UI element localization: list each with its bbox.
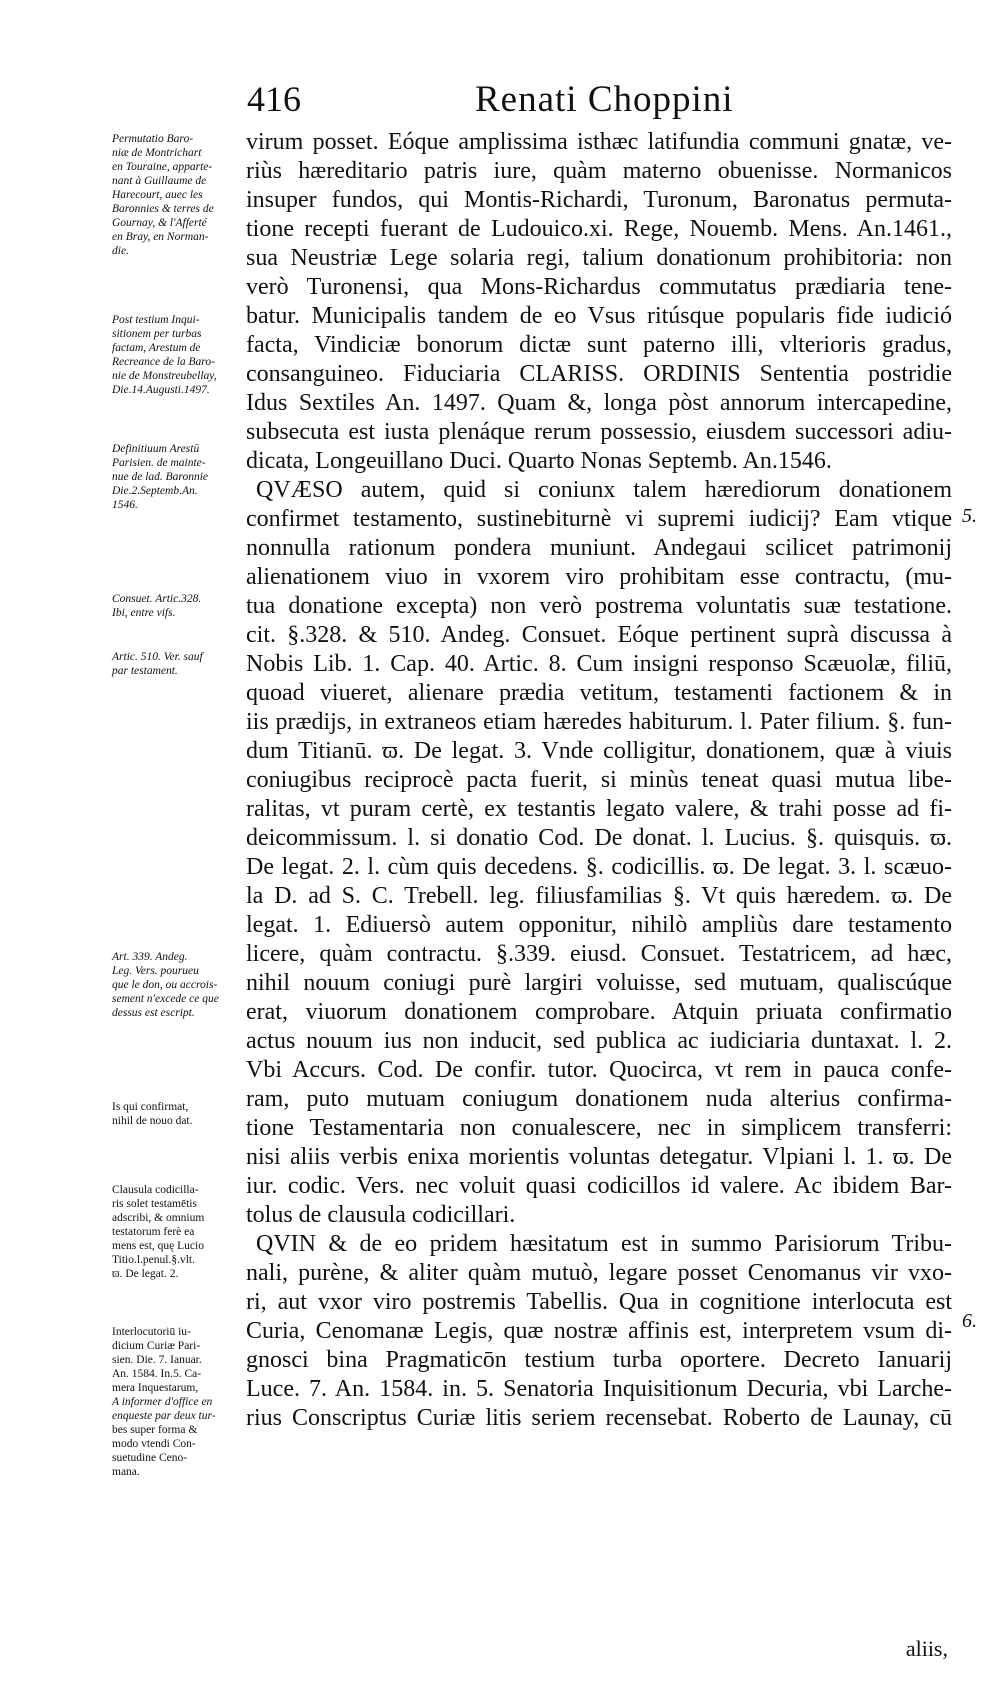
margin-line: en Bray, en Norman- (112, 231, 209, 243)
margin-line: enqueste par deux tur- (112, 1410, 216, 1422)
margin-note (112, 1325, 242, 1479)
text-line: cit. §.328. & 510. Andeg. Consuet. Eóque pertinent suprà discussa à (246, 622, 952, 648)
margin-line: An. 1584. In.5. Ca- (112, 1368, 202, 1380)
text-line: insuper fundos, qui Montis-Richardi, Turonum, Baronatus permuta- (246, 187, 952, 213)
text-line: QVÆSO autem, quid si coniunx talem hærediorum donationem (256, 477, 952, 503)
text-line: tua donatione excepta) non verò postrema voluntatis suæ testatione. (246, 593, 952, 619)
text-line: Curia, Cenomanæ Legis, quæ nostræ affinis est, interpretem vsum di- (246, 1318, 952, 1344)
text-line: nali, purène, & aliter quàm mutuò, legare posset Cenomanus vir vxo- (246, 1260, 952, 1286)
margin-line: nue de lad. Baronnie (112, 471, 209, 483)
margin-line: 1546. (112, 499, 138, 511)
text-line: la D. ad S. C. Trebell. leg. filiusfamilias §. Vt quis hæredem. ϖ. De (246, 883, 952, 909)
text-line: sua Neustriæ Lege solaria regi, talium donationum prohibitoria: non (246, 245, 952, 271)
margin-line: niæ de Montrichart (112, 147, 202, 159)
text-line: subsecuta est iusta plenáque rerum possessio, eiusdem successori adiu- (246, 419, 952, 445)
text-line: dicata, Longeuillano Duci. Quarto Nonas Septemb. An.1546. (246, 448, 832, 474)
margin-line: en Touraine, apparte- (112, 161, 213, 173)
catchword: aliis, (905, 1636, 948, 1661)
margin-line: die. (112, 245, 129, 257)
text-line: QVIN & de eo pridem hæsitatum est in summo Parisiorum Tribu- (256, 1231, 952, 1257)
margin-line: suetudine Ceno- (112, 1452, 188, 1464)
text-line: verò Turonensi, qua Mons-Richardus commutatus prædiaria tene- (246, 274, 952, 300)
text-line: tione recepti fuerant de Ludouico.xi. Rege, Nouemb. Mens. An.1461., (246, 216, 952, 242)
text-line: rius Conscriptus Curiæ litis seriem recensebat. Roberto de Launay, cū (246, 1405, 952, 1431)
section-number: 6. (962, 1310, 977, 1332)
margin-line: sien. Die. 7. Ianuar. (112, 1354, 202, 1366)
margin-line: mera Inquestarum, (112, 1382, 199, 1394)
margin-line: Die.2.Septemb.An. (112, 485, 198, 497)
body-text (246, 128, 952, 1433)
text-line: ri, aut vxor viro postremis Tabellis. Qua in cognitione interlocuta est (246, 1289, 952, 1315)
text-line: Idus Sextiles An. 1497. Quam &, longa pòst annorum intercapedine, (246, 390, 952, 416)
text-line: Nobis Lib. 1. Cap. 40. Artic. 8. Cum insigni responso Scæuolæ, filiū, (246, 651, 952, 677)
margin-line: Recreance de la Baro- (112, 356, 215, 368)
text-line: ram, puto mutuam coniugum donationem nuda alterius confirma- (246, 1086, 952, 1112)
margin-line: A informer d'office en (112, 1396, 213, 1408)
margin-line: Parisien. de mainte- (112, 457, 206, 469)
margin-note (112, 592, 242, 620)
running-head: Renati Choppini (475, 79, 734, 120)
margin-line: Art. 339. Andeg. (112, 951, 188, 963)
margin-line: Post testium Inqui- (112, 314, 200, 326)
margin-line: Is qui confirmat, (112, 1101, 189, 1113)
text-line: actus nouum ius non inducit, sed publica ac iudiciaria duntaxat. l. 2. (246, 1028, 952, 1054)
text-line: iur. codic. Vers. nec voluit quasi codicillos id valere. Ac ibidem Bar- (246, 1173, 952, 1199)
margin-line: nant à Guillaume de (112, 175, 207, 187)
text-line: iis prædijs, in extraneos etiam hæredes habiturum. l. Pater filium. §. fun- (246, 709, 952, 735)
text-line: riùs hæreditario patris iure, quàm materno obuenisse. Normanicos (246, 158, 952, 184)
section-number: 5. (962, 505, 977, 527)
text-line: tione Testamentaria non conualescere, nec in simplicem transferri: (246, 1115, 952, 1141)
margin-line: Clausula codicilla- (112, 1184, 199, 1196)
text-line: deicommissum. l. si donatio Cod. De donat. l. Lucius. §. quisquis. ϖ. (246, 825, 952, 851)
text-line: confirmet testamento, sustinebiturnè vi supremi iudicij? Eam vtique (246, 506, 952, 532)
text-line: batur. Municipalis tandem de eo Vsus ritúsque popularis fide iudició (246, 303, 952, 329)
page-header (0, 78, 1000, 128)
text-line: legat. 1. Ediuersò autem opponitur, nihilò ampliùs dare testamento (246, 912, 952, 938)
text-line: nisi aliis verbis enixa morientis voluntas detegatur. Vlpiani l. 1. ϖ. De (246, 1144, 952, 1170)
text-line: nihil nouum coniugi purè largiri voluisse, sed mutuam, qualiscúque (246, 970, 952, 996)
margin-note (112, 442, 242, 512)
margin-line: nihil de nouo dat. (112, 1115, 193, 1127)
margin-line: sement n'excede ce que (112, 993, 219, 1005)
margin-note (112, 313, 242, 397)
text-line: nonnulla rationum pondera muniunt. Andegaui scilicet patrimonij (246, 535, 952, 561)
margin-note (112, 1100, 242, 1128)
text-line: facta, Vindiciæ bonorum dictæ sunt paterno illi, vlterioris gradus, (246, 332, 952, 358)
text-line: De legat. 2. l. cùm quis decedens. §. codicillis. ϖ. De legat. 3. l. scæuo- (246, 854, 952, 880)
margin-line: Definitiuum Arestū (112, 443, 200, 455)
text-line: tolus de clausula codicillari. (246, 1202, 516, 1228)
margin-line: Artic. 510. Ver. sauf (112, 651, 203, 663)
margin-line: sitionem per turbas (112, 328, 202, 340)
margin-line: bes super forma & (112, 1424, 198, 1436)
margin-line: Leg. Vers. pourueu (112, 965, 199, 977)
margin-line: Baronnies & terres de (112, 203, 214, 215)
margin-line: mana. (112, 1466, 140, 1478)
margin-line: Ibi, entre vifs. (112, 607, 176, 619)
margin-line: Permutatio Baro- (112, 133, 194, 145)
margin-line: Harecourt, auec les (112, 189, 203, 201)
margin-line: que le don, ou accrois- (112, 979, 218, 991)
text-line: licere, quàm contractu. §.339. eiusd. Consuet. Testatricem, ad hæc, (246, 941, 952, 967)
text-line: virum posset. Eóque amplissima isthæc latifundia communi gnatæ, ve- (246, 129, 952, 155)
text-line: ralitas, vt puram certè, ex testantis legato valere, & trahi posse ad fi- (246, 796, 952, 822)
margin-note (112, 1183, 242, 1281)
text-line: dum Titianū. ϖ. De legat. 3. Vnde colligitur, donationem, quæ à viuis (246, 738, 952, 764)
margin-line: modo vtendi Con- (112, 1438, 196, 1450)
margin-line: dicium Curiæ Pari- (112, 1340, 201, 1352)
margin-line: mens est, quę Lucio (112, 1240, 204, 1252)
text-line: alienationem viuo in vxorem viro prohibitam esse contractu, (mu- (246, 564, 952, 590)
margin-line: Titio.l.penul.§.vlt. (112, 1254, 195, 1266)
text-line: quoad viueret, alienare prædia vetitum, testamenti factionem & in (246, 680, 952, 706)
text-line: gnosci bina Pragmaticōn testium turba oportere. Decreto Ianuarij (246, 1347, 952, 1373)
text-line: Vbi Accurs. Cod. De confir. tutor. Quocirca, vt rem in pauca confe- (246, 1057, 952, 1083)
margin-line: testatorum ferè ea (112, 1226, 195, 1238)
margin-line: factam, Arestum de (112, 342, 201, 354)
page-number: 416 (247, 79, 301, 119)
margin-line: nie de Monstreubellay, (112, 370, 217, 382)
margin-line: Interlocutoriū iu- (112, 1326, 191, 1338)
margin-line: adscribi, & omnium (112, 1212, 205, 1224)
text-line: erat, viuorum donationem comprobare. Atquin priuata confirmatio (246, 999, 952, 1025)
text-line: coniugibus reciprocè pacta fuerit, si minùs teneat quasi mutua libe- (246, 767, 952, 793)
margin-line: par testament. (112, 665, 178, 677)
margin-note (112, 950, 242, 1020)
text-line: Luce. 7. An. 1584. in. 5. Senatoria Inquisitionum Decuria, vbi Larche- (246, 1376, 952, 1402)
margin-line: Consuet. Artic.328. (112, 593, 202, 605)
margin-note (112, 132, 242, 258)
margin-line: Gournay, & l'Afferté (112, 217, 207, 229)
margin-line: ϖ. De legat. 2. (112, 1268, 179, 1280)
margin-line: ris solet testamētis (112, 1198, 197, 1210)
margin-note (112, 650, 242, 678)
text-line: consanguineo. Fiduciaria CLARISS. ORDINIS Sententia postridie (246, 361, 952, 387)
margin-line: dessus est escript. (112, 1007, 195, 1019)
margin-line: Die.14.Augusti.1497. (112, 384, 210, 396)
